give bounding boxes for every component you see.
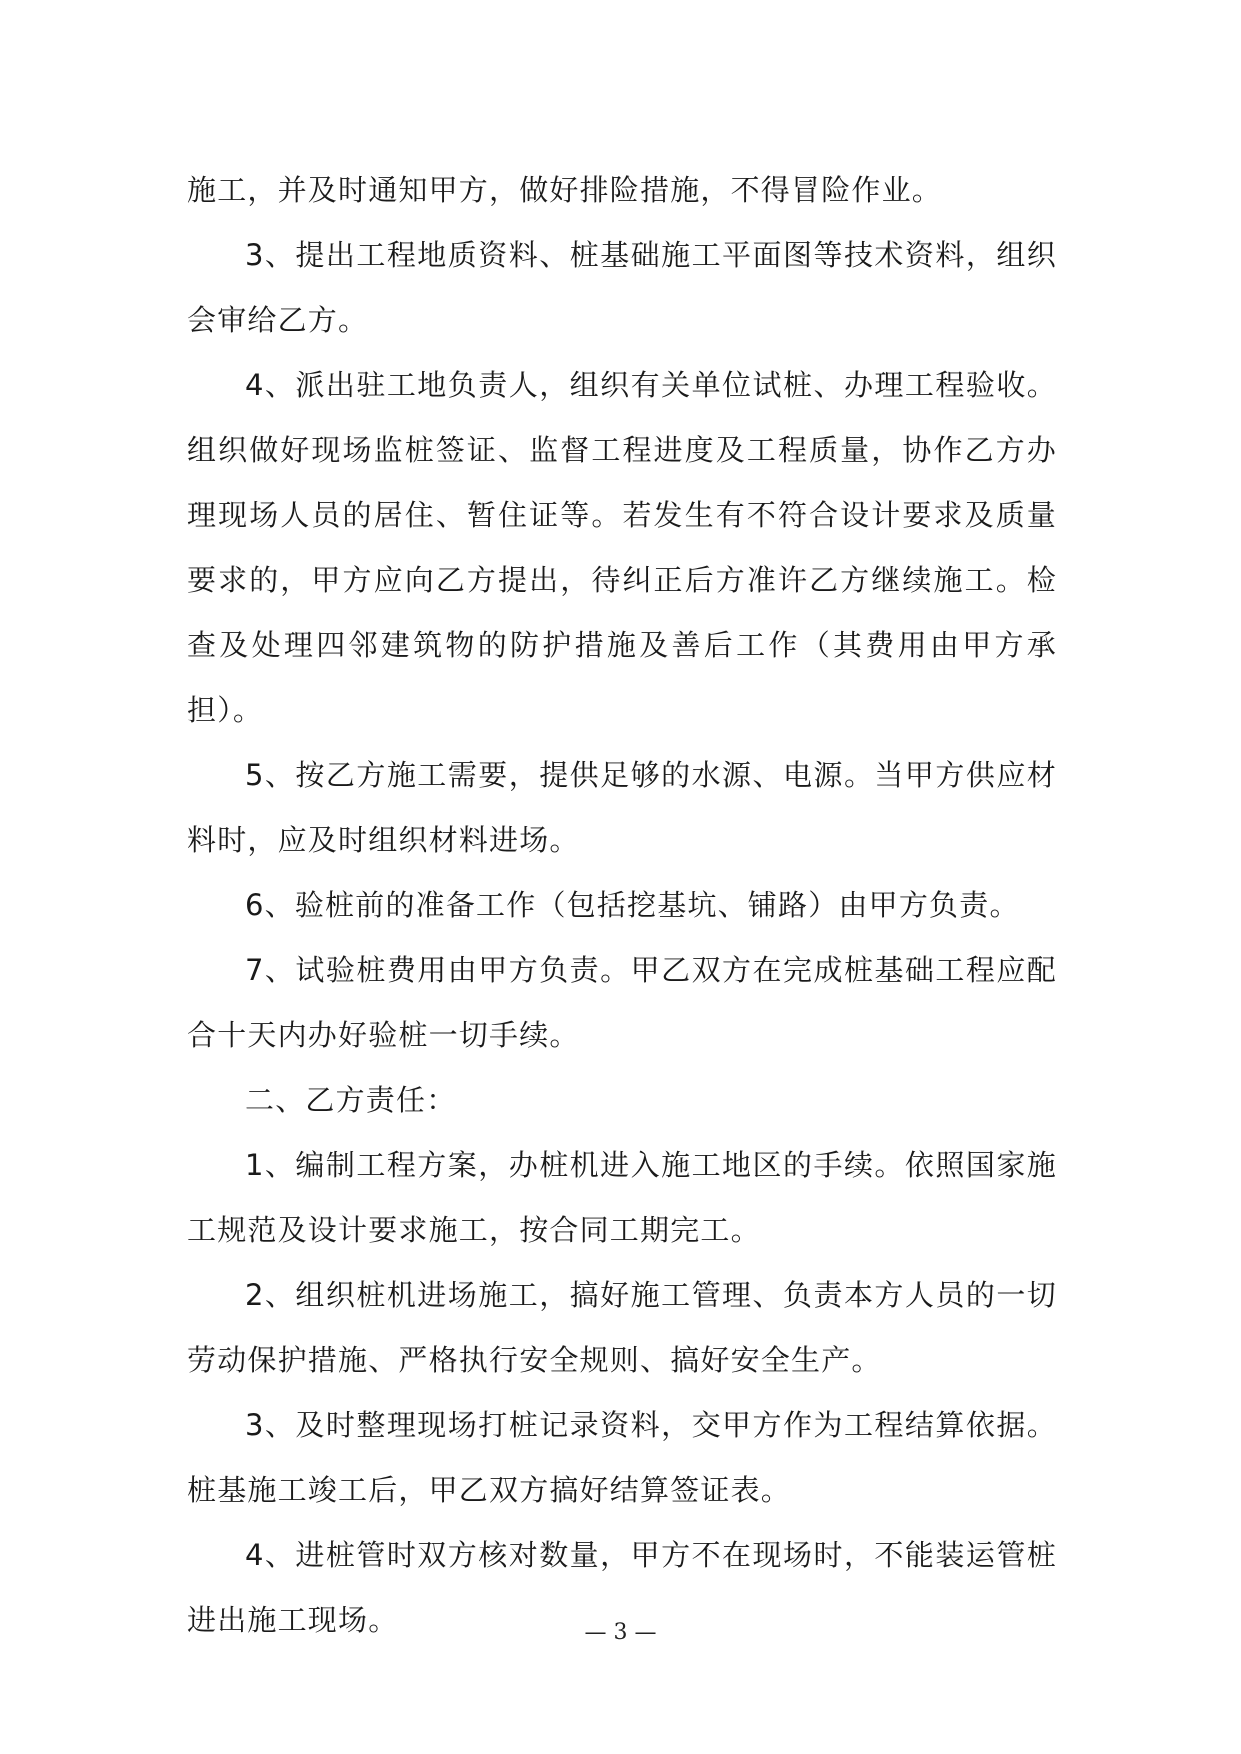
paragraph-b-item-2-safety: 2、组织桩机进场施工，搞好施工管理、负责本方人员的一切劳动保护措施、严格执行安全规则、搞好安全生产。 <box>187 1278 1057 1377</box>
paragraph-continuation: 施工，并及时通知甲方，做好排险措施，不得冒险作业。 <box>187 173 943 207</box>
paragraph-b-item-1-plan: 1、编制工程方案，办桩机进入施工地区的手续。依照国家施工规范及设计要求施工，按合同工期完工。 <box>187 1148 1057 1247</box>
page-number: — 3 — <box>584 1620 657 1645</box>
paragraph-item-5-water-power: 5、按乙方施工需要，提供足够的水源、电源。当甲方供应材料时，应及时组织材料进场。 <box>187 758 1057 857</box>
paragraph-item-6-preparation: 6、验桩前的准备工作（包括挖基坑、铺路）由甲方负责。 <box>245 888 1020 922</box>
paragraph-item-7-test-pile: 7、试验桩费用由甲方负责。甲乙双方在完成桩基础工程应配合十天内办好验桩一切手续。 <box>187 953 1057 1052</box>
paragraph-item-3-geology: 3、提出工程地质资料、桩基础施工平面图等技术资料，组织会审给乙方。 <box>187 238 1057 337</box>
paragraph-b-item-4-pile-count: 4、进桩管时双方核对数量，甲方不在现场时，不能装运管桩进出施工现场。 <box>187 1538 1057 1637</box>
paragraph-b-item-3-records: 3、及时整理现场打桩记录资料，交甲方作为工程结算依据。桩基施工竣工后，甲乙双方搞好结算签证表。 <box>187 1408 1057 1507</box>
section-heading-party-b: 二、乙方责任： <box>245 1083 457 1117</box>
document-body <box>187 158 1057 1653</box>
paragraph-item-4-site-manager: 4、派出驻工地负责人，组织有关单位试桩、办理工程验收。组织做好现场监桩签证、监督工程进度及工程质量，协作乙方办理现场人员的居住、暂住证等。若发生有不符合设计要求及质量要求的，甲方应向乙方提出，待纠正后方准许乙方继续施工。检查及处理四邻建筑物的防护措施及善后工作（其费用由甲方承担）。 <box>187 368 1057 727</box>
